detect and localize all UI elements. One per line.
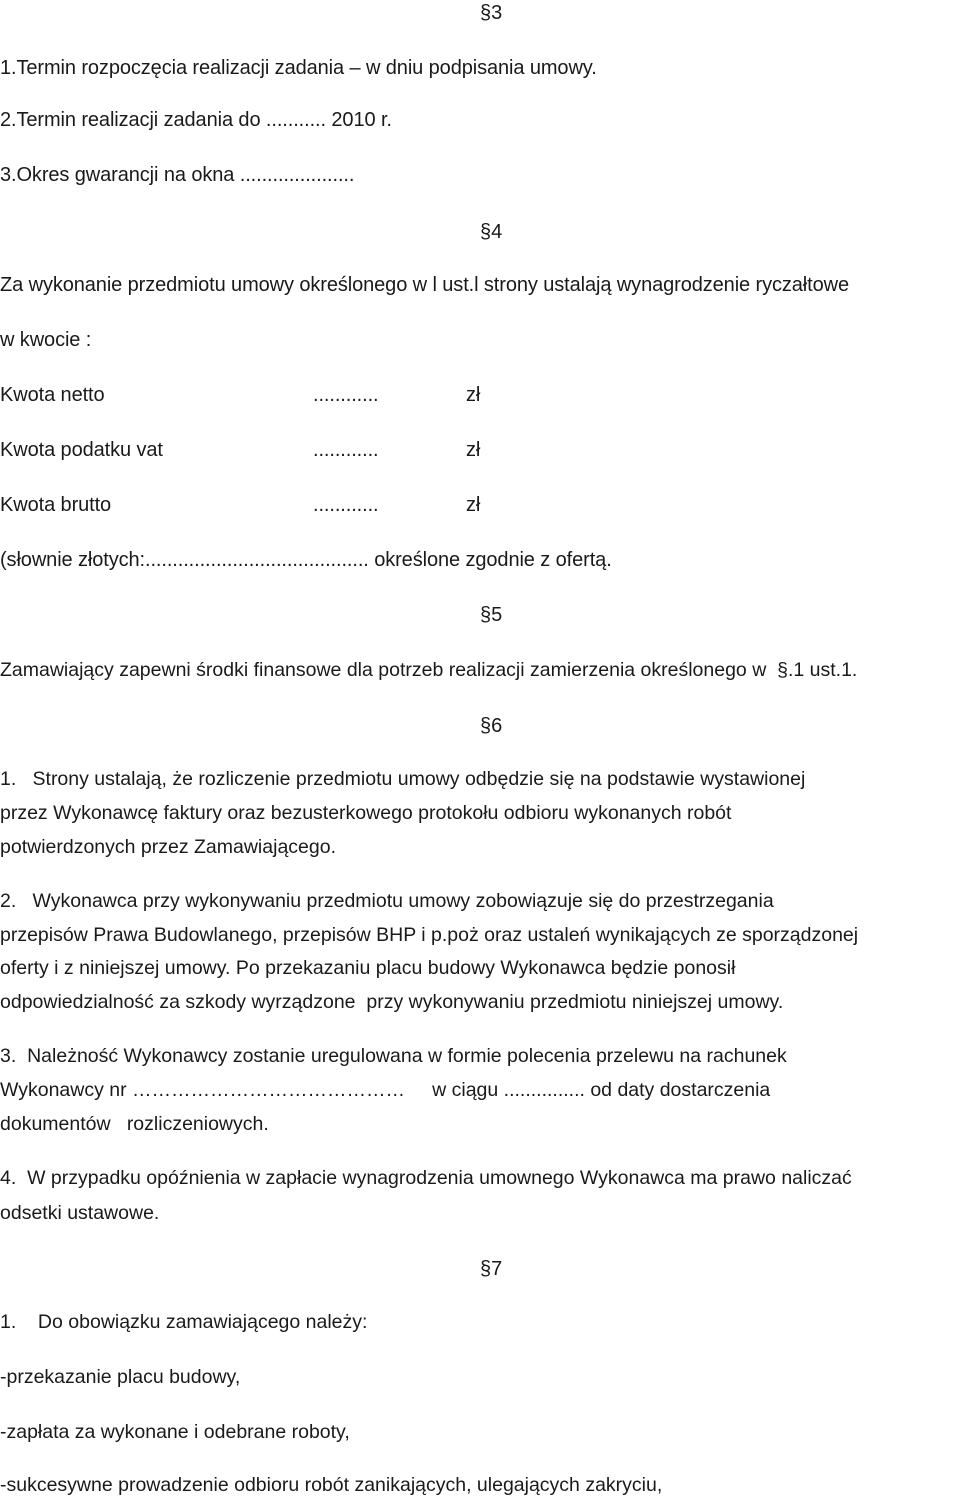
section-6-p2-line-2: przepisów Prawa Budowlanego, przepisów BHP i p.poż oraz ustaleń wynikających ze sporządzonej [0,924,859,946]
gross-amount-unit: zł [466,494,481,516]
section-4-intro-line-2: w kwocie : [0,329,92,351]
section-6-p4-line-2: odsetki ustawowe. [0,1202,160,1224]
section-3-line-3: 3.Okres gwarancji na okna ..................... [0,164,355,186]
section-6-p3-line-3: dokumentów rozliczeniowych. [0,1113,269,1135]
section-6-p2-line-3: oferty i z niniejszej umowy. Po przekazaniu placu budowy Wykonawca będzie ponosił [0,957,736,979]
section-7-bullet-1: -przekazanie placu budowy, [0,1366,241,1388]
section-7-heading: §7 [480,1258,503,1280]
amount-in-words-line: (słownie złotych:......................................... określone zgodnie z ofertą. [0,549,612,571]
section-5-text: Zamawiający zapewni środki finansowe dla potrzeb realizacji zamierzenia określonego w §.1 ust.1. [0,659,858,681]
vat-amount-label: Kwota podatku vat [0,439,163,461]
vat-amount-unit: zł [466,439,481,461]
section-6-p1-line-2: przez Wykonawcę faktury oraz bezusterkowego protokołu odbioru wykonanych robót [0,802,732,824]
section-6-p1-line-1: 1. Strony ustalają, że rozliczenie przedmiotu umowy odbędzie się na podstawie wystawionej [0,768,806,790]
net-amount-label: Kwota netto [0,384,105,406]
section-6-p3-line-2: Wykonawcy nr …………………………………… w ciągu ............... od daty dostarczenia [0,1079,771,1101]
section-7-bullet-2: -zapłata za wykonane i odebrane roboty, [0,1421,350,1443]
section-6-heading: §6 [480,715,503,737]
section-3-line-2: 2.Termin realizacji zadania do ........... 2010 r. [0,109,392,131]
vat-amount-value: ............ [313,439,379,461]
gross-amount-label: Kwota brutto [0,494,112,516]
section-3-line-1: 1.Termin rozpoczęcia realizacji zadania – w dniu podpisania umowy. [0,57,597,79]
net-amount-value: ............ [313,384,379,406]
section-3-heading: §3 [480,2,503,24]
section-4-intro-line-1: Za wykonanie przedmiotu umowy określonego w l ust.l strony ustalają wynagrodzenie ryczałtowe [0,274,849,296]
section-6-p4-line-1: 4. W przypadku opóźnienia w zapłacie wynagrodzenia umownego Wykonawca ma prawo naliczać [0,1167,852,1189]
section-6-p1-line-3: potwierdzonych przez Zamawiającego. [0,836,336,858]
section-6-p2-line-4: odpowiedzialność za szkody wyrządzone przy wykonywaniu przedmiotu niniejszej umowy. [0,991,784,1013]
net-amount-unit: zł [466,384,481,406]
section-7-item-1: 1. Do obowiązku zamawiającego należy: [0,1311,368,1333]
section-6-p2-line-1: 2. Wykonawca przy wykonywaniu przedmiotu umowy zobowiązuje się do przestrzegania [0,890,774,912]
section-5-heading: §5 [480,604,503,626]
section-4-heading: §4 [480,221,503,243]
section-6-p3-line-1: 3. Należność Wykonawcy zostanie uregulowana w formie polecenia przelewu na rachunek [0,1045,787,1067]
section-7-bullet-3: -sukcesywne prowadzenie odbioru robót zanikających, ulegających zakryciu, [0,1474,663,1496]
gross-amount-value: ............ [313,494,379,516]
